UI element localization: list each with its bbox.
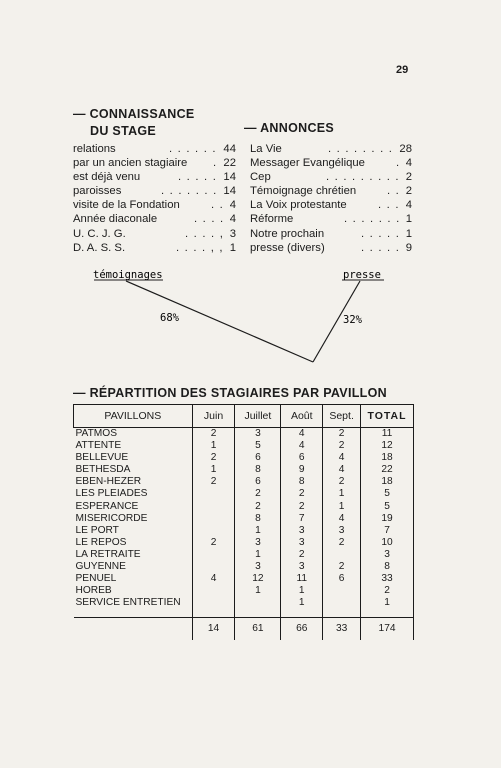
cell-total: 19 [361, 513, 414, 525]
list-item-value: 14 [223, 185, 236, 198]
list-item-value: 4 [229, 213, 236, 226]
cell-sept: 1 [323, 501, 361, 513]
cell-total: 10 [361, 537, 414, 549]
cell-sept: 4 [323, 513, 361, 525]
list-item-value: 3 [229, 227, 236, 240]
list-item-label: La Vie [250, 143, 282, 155]
table-row [74, 513, 414, 525]
temoignages-line [126, 281, 313, 362]
list-item-leader-dots: . . . . . . [169, 143, 217, 155]
cell-juillet: 1 [235, 585, 281, 597]
cell-sept [323, 597, 361, 609]
repartition-title: — RÉPARTITION DES STAGIAIRES PAR PAVILLON [73, 386, 387, 400]
list-item-label: paroisses [73, 185, 122, 198]
cell-aout: 2 [281, 488, 323, 500]
cell-pavillon-name: HOREB [74, 585, 193, 597]
cell-sept: 4 [323, 464, 361, 476]
list-item-leader-dots: . [213, 157, 218, 170]
list-item-leader-dots: . [396, 157, 401, 170]
cell-juin: 1 [192, 440, 235, 452]
cell-juillet: 3 [235, 537, 281, 549]
cell-pavillon-name: LES PLEIADES [74, 488, 193, 500]
cell-pavillon-name: GUYENNE [74, 561, 193, 573]
cell-aout: 8 [281, 476, 323, 488]
table-row [74, 501, 414, 513]
table-row [74, 440, 414, 452]
header-aout: Août [281, 405, 323, 428]
cell-sept: 6 [323, 573, 361, 585]
total-juin: 14 [192, 618, 235, 641]
list-item-leader-dots: . . [387, 185, 401, 198]
cell-juillet: 3 [235, 561, 281, 573]
list-item-leader-dots: . . . [378, 199, 400, 212]
cell-total: 18 [361, 476, 414, 488]
cell-total: 2 [361, 585, 414, 597]
list-item-leader-dots: . . . . , [185, 227, 225, 240]
list-item-label: visite de la Fondation [73, 199, 180, 212]
header-total: TOTAL [361, 405, 414, 428]
spacer-cell [192, 609, 235, 618]
list-item-label: relations [73, 143, 116, 155]
list-item-value: 4 [229, 199, 236, 212]
pavillon-table [73, 404, 414, 640]
connaissance-title-line2: DU STAGE [90, 124, 157, 138]
cell-pavillon-name: SERVICE ENTRETIEN [74, 597, 193, 609]
cell-juin: 2 [192, 452, 235, 464]
list-item-label: est déjà venu [73, 171, 141, 184]
header-juin: Juin [192, 405, 235, 428]
cell-sept: 2 [323, 440, 361, 452]
cell-aout: 1 [281, 585, 323, 597]
list-item-value: 22 [223, 157, 236, 170]
cell-total: 5 [361, 488, 414, 500]
table-row [74, 549, 414, 561]
cell-sept: 2 [323, 537, 361, 549]
table-row [74, 561, 414, 573]
cell-pavillon-name: PENUEL [74, 573, 193, 585]
spacer-cell [281, 609, 323, 618]
list-item-leader-dots: . . . . [194, 213, 225, 226]
cell-juillet: 6 [235, 452, 281, 464]
cell-sept: 4 [323, 452, 361, 464]
list-item-label: Réforme [250, 213, 294, 226]
cell-juin: 1 [192, 464, 235, 476]
cell-pavillon-name: LE REPOS [74, 537, 193, 549]
cell-aout: 4 [281, 440, 323, 452]
list-item-leader-dots: . . . . . [361, 227, 401, 240]
total-aout: 66 [281, 618, 323, 641]
total-juillet: 61 [235, 618, 281, 641]
cell-juillet: 2 [235, 488, 281, 500]
table-header-row [74, 405, 414, 428]
cell-pavillon-name: LA RETRAITE [74, 549, 193, 561]
cell-total: 11 [361, 428, 414, 441]
table-row [74, 537, 414, 549]
table-row [74, 525, 414, 537]
cell-juillet: 1 [235, 525, 281, 537]
list-item-label: Notre prochain [250, 227, 325, 240]
cell-juin: 2 [192, 537, 235, 549]
cell-total: 8 [361, 561, 414, 573]
list-item-value: 2 [405, 185, 412, 198]
list-item-leader-dots: . . . . . [361, 241, 401, 254]
cell-total: 7 [361, 525, 414, 537]
table-row [74, 452, 414, 464]
cell-total: 12 [361, 440, 414, 452]
cell-aout: 3 [281, 525, 323, 537]
temoignages-percent: 68% [160, 312, 179, 324]
cell-juin [192, 513, 235, 525]
cell-aout: 11 [281, 573, 323, 585]
cell-juin: 2 [192, 428, 235, 441]
table-row [74, 428, 414, 441]
list-item-leader-dots: . . . . . . . . . [326, 171, 400, 184]
cell-pavillon-name: LE PORT [74, 525, 193, 537]
cell-pavillon-name: BELLEVUE [74, 452, 193, 464]
cell-juin: 2 [192, 476, 235, 488]
annonces-title: — ANNONCES [244, 121, 335, 135]
cell-pavillon-name: BETHESDA [74, 464, 193, 476]
cell-sept: 1 [323, 488, 361, 500]
cell-aout: 2 [281, 501, 323, 513]
cell-aout: 3 [281, 561, 323, 573]
cell-pavillon-name: MISERICORDE [74, 513, 193, 525]
cell-aout: 2 [281, 549, 323, 561]
cell-total: 5 [361, 501, 414, 513]
list-item-label: Témoignage chrétien [250, 185, 357, 198]
cell-juin [192, 488, 235, 500]
header-juillet: Juillet [235, 405, 281, 428]
cell-aout: 1 [281, 597, 323, 609]
list-item-label: U. C. J. G. [73, 227, 126, 240]
cell-aout: 6 [281, 452, 323, 464]
list-item-value: 14 [223, 171, 236, 184]
cell-juillet [235, 597, 281, 609]
spacer-cell [235, 609, 281, 618]
temoignages-label: témoignages [93, 269, 163, 281]
cell-juin [192, 549, 235, 561]
list-item-value: 28 [399, 143, 412, 155]
list-item-label: Année diaconale [73, 213, 158, 226]
table-spacer-row [74, 609, 414, 618]
list-item-value: 4 [405, 157, 412, 170]
cell-juillet: 8 [235, 464, 281, 476]
list-item-label: La Voix protestante [250, 199, 347, 212]
cell-juin [192, 597, 235, 609]
cell-juillet: 6 [235, 476, 281, 488]
totals-row [74, 618, 414, 641]
list-item-label: Cep [250, 171, 271, 184]
cell-pavillon-name: ATTENTE [74, 440, 193, 452]
cell-juin [192, 585, 235, 597]
header-pavillons: PAVILLONS [74, 405, 193, 428]
table-body [74, 428, 414, 641]
list-item-value: 2 [405, 171, 412, 184]
cell-juin [192, 501, 235, 513]
cell-juillet: 12 [235, 573, 281, 585]
total-total: 174 [361, 618, 414, 641]
cell-pavillon-name: EBEN-HEZER [74, 476, 193, 488]
cell-aout: 7 [281, 513, 323, 525]
cell-juillet: 2 [235, 501, 281, 513]
list-item-label: presse (divers) [250, 241, 325, 254]
cell-sept: 2 [323, 476, 361, 488]
table-row [74, 585, 414, 597]
cell-aout: 9 [281, 464, 323, 476]
header-sept: Sept. [323, 405, 361, 428]
cell-pavillon-name: ESPERANCE [74, 501, 193, 513]
list-item-value: 4 [405, 199, 412, 212]
cell-juillet: 8 [235, 513, 281, 525]
cell-aout: 3 [281, 537, 323, 549]
cell-juin [192, 561, 235, 573]
list-item-leader-dots: . . . . . [178, 171, 218, 184]
cell-pavillon-name: PATMOS [74, 428, 193, 441]
spacer-cell [323, 609, 361, 618]
list-item-label: Messager Evangélique [250, 157, 365, 170]
list-item-value: 1 [405, 213, 412, 226]
cell-sept [323, 585, 361, 597]
cell-total: 3 [361, 549, 414, 561]
cell-sept: 2 [323, 561, 361, 573]
table-row [74, 488, 414, 500]
total-pavillon-name [74, 618, 193, 641]
total-sept: 33 [323, 618, 361, 641]
list-item-leader-dots: . . . . . . . . [328, 143, 394, 155]
cell-sept [323, 549, 361, 561]
list-item-value: 9 [405, 241, 412, 254]
cell-juillet: 5 [235, 440, 281, 452]
cell-total: 18 [361, 452, 414, 464]
cell-aout: 4 [281, 428, 323, 441]
list-item-value: 1 [229, 241, 236, 254]
list-item-leader-dots: . . . . . . . [344, 213, 401, 226]
cell-juillet: 3 [235, 428, 281, 441]
cell-juin: 4 [192, 573, 235, 585]
spacer-cell [74, 609, 193, 618]
list-item-value: 44 [223, 143, 236, 155]
table-row [74, 597, 414, 609]
list-item-leader-dots: . . . . , , [176, 241, 224, 254]
presse-percent: 32% [343, 314, 362, 326]
cell-juin [192, 525, 235, 537]
list-item-label: D. A. S. S. [73, 241, 126, 254]
list-item-label: par un ancien stagiaire [73, 157, 188, 170]
table-row [74, 464, 414, 476]
cell-sept: 2 [323, 428, 361, 441]
list-item-leader-dots: . . [211, 199, 225, 212]
cell-sept: 3 [323, 525, 361, 537]
connaissance-title-line1: — CONNAISSANCE [73, 107, 195, 121]
list-item-leader-dots: . . . . . . . [161, 185, 218, 198]
presse-label: presse [343, 269, 381, 281]
cell-total: 22 [361, 464, 414, 476]
cell-total: 1 [361, 597, 414, 609]
cell-juillet: 1 [235, 549, 281, 561]
list-item-value: 1 [405, 227, 412, 240]
page-number: 29 [396, 64, 409, 76]
spacer-cell [361, 609, 414, 618]
cell-total: 33 [361, 573, 414, 585]
table-row [74, 573, 414, 585]
table-row [74, 476, 414, 488]
